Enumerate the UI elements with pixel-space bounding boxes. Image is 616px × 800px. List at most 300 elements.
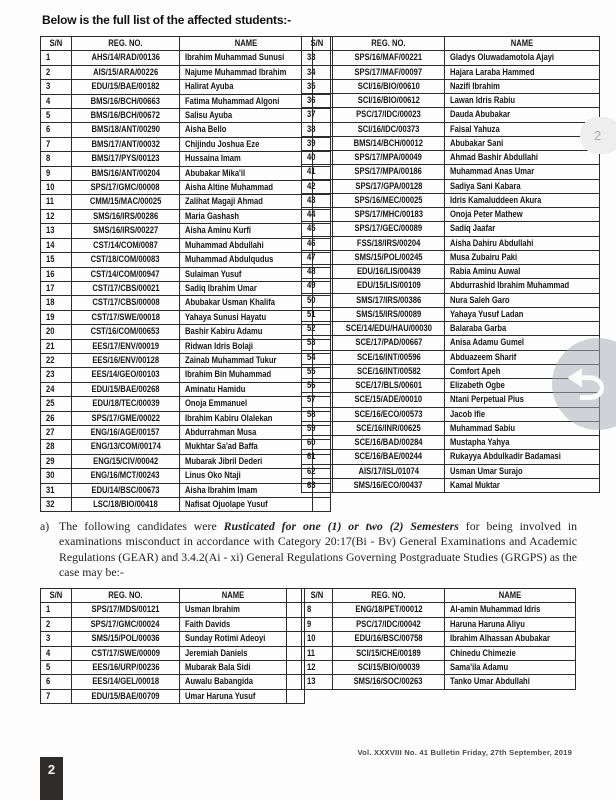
table-row (302, 151, 600, 165)
cell-regno: SMS/16/ECO/00437 (333, 478, 445, 492)
cell-regno: SMS/15/POL/00245 (333, 250, 445, 264)
table-row (41, 632, 305, 646)
cell-serial: 5 (41, 109, 72, 123)
table-row (41, 368, 331, 382)
cell-serial: 44 (302, 208, 333, 222)
cell-regno: SPS/17/GPA/00128 (333, 179, 445, 193)
table-row (41, 51, 331, 65)
column-header: S/N (302, 589, 333, 603)
cell-name: Al-amin Muhammad Idris (445, 603, 576, 617)
spacer-cell (287, 689, 305, 703)
column-header: NAME (445, 37, 600, 51)
table-row (41, 123, 331, 137)
cell-serial: 27 (41, 425, 72, 439)
cell-name: Sadiya Sani Kabara (445, 179, 600, 193)
table-row (41, 296, 331, 310)
table-row (302, 279, 600, 293)
cell-regno: ENG/18/PET/00012 (333, 603, 445, 617)
cell-serial: 13 (302, 675, 333, 689)
cell-name: Ibrahim Bin Muhammad (180, 368, 313, 382)
cell-serial: 48 (302, 265, 333, 279)
table-row (41, 603, 305, 617)
rustication-text-after: for being involved in examinations misconduct in accordance with Category 20:17(Bi - Bv) General Examinations and Academic Regulations (GEAR) and 3.4.2(Ai - xi) General Regulations Governing Postgraduate Studies (GRGPS) as the case may be:- (59, 519, 577, 579)
table-row (302, 236, 600, 250)
cell-name: Chijindu Joshua Eze (180, 137, 313, 151)
cell-regno: EES/16/ENV/00128 (72, 353, 180, 367)
cell-regno: CST/17/SWE/00018 (72, 310, 180, 324)
cell-name: Nazifi Ibrahim (445, 79, 600, 93)
cell-serial: 56 (302, 379, 333, 393)
table-row (302, 661, 576, 675)
cell-name: Ntani Perpetual Pius (445, 393, 600, 407)
cell-regno: SMS/15/IRS/00089 (333, 307, 445, 321)
cell-name: Onoja Peter Mathew (445, 208, 600, 222)
column-header: S/N (41, 37, 72, 51)
table-row (302, 450, 600, 464)
cell-regno: SPS/16/MAF/00221 (333, 51, 445, 65)
cell-serial: 34 (302, 65, 333, 79)
cell-regno: CST/17/CBS/00021 (72, 281, 180, 295)
cell-serial: 10 (41, 181, 72, 195)
cell-name: Gladys Oluwadamotola Ajayi (445, 51, 600, 65)
table-row (41, 661, 305, 675)
cell-serial: 50 (302, 293, 333, 307)
table-row (302, 193, 600, 207)
cell-serial: 47 (302, 250, 333, 264)
table-row (41, 310, 331, 324)
cell-regno: EDU/15/BAE/00268 (72, 382, 180, 396)
cell-regno: CST/17/SWE/00009 (72, 646, 180, 660)
cell-serial: 23 (41, 368, 72, 382)
cell-name: Tanko Umar Abdullahi (445, 675, 576, 689)
cell-name: Faith Davids (180, 617, 287, 631)
cell-regno: ENG/15/CIV/00042 (72, 454, 180, 468)
cell-regno: BMS/16/BCH/00663 (72, 94, 180, 108)
cell-name: Faisal Yahuza (445, 122, 600, 136)
cell-name: Musa Zubairu Paki (445, 250, 600, 264)
cell-regno: SCE/17/BLS/00601 (333, 379, 445, 393)
table-row (302, 108, 600, 122)
cell-name: Mukhtar Sa'ad Baffa (180, 440, 313, 454)
table-row (41, 224, 331, 238)
cell-regno: PSC/17/IDC/00023 (333, 108, 445, 122)
column-header: REG. NO. (333, 589, 445, 603)
cell-serial: 3 (41, 632, 72, 646)
cell-name: Zalihat Magaji Ahmad (180, 195, 313, 209)
table-row (41, 325, 331, 339)
cell-regno: EDU/15/BAE/00182 (72, 80, 180, 94)
cell-regno: SCE/16/ECO/00573 (333, 407, 445, 421)
cell-name: Aisha Ibrahim Imam (180, 483, 313, 497)
cell-serial: 2 (41, 65, 72, 79)
cell-serial: 31 (41, 483, 72, 497)
cell-serial: 42 (302, 179, 333, 193)
cell-regno: CST/14/COM/00947 (72, 267, 180, 281)
cell-name: Lawan Idris Rabiu (445, 94, 600, 108)
cell-regno: EDU/15/BAE/00709 (72, 689, 180, 703)
cell-name: Najume Muhammad Ibrahim (180, 65, 313, 79)
cell-serial: 59 (302, 421, 333, 435)
cell-serial: 22 (41, 353, 72, 367)
cell-name: Ahmad Bashir Abdullahi (445, 151, 600, 165)
cell-name: Aisha Altine Muhammad (180, 181, 313, 195)
table-row (302, 293, 600, 307)
cell-serial: 30 (41, 469, 72, 483)
cell-serial: 1 (41, 603, 72, 617)
table-row (41, 675, 305, 689)
cell-name: Muhammad Abdullahi (180, 238, 313, 252)
cell-name: Sama'ila Adamu (445, 661, 576, 675)
table-row (302, 94, 600, 108)
cell-name: Abduazeem Sharif (445, 350, 600, 364)
table-row (41, 339, 331, 353)
cell-serial: 55 (302, 364, 333, 378)
cell-name: Nura Saleh Garo (445, 293, 600, 307)
cell-serial: 46 (302, 236, 333, 250)
cell-serial: 39 (302, 136, 333, 150)
table-row (41, 238, 331, 252)
cell-regno: CST/16/COM/00653 (72, 325, 180, 339)
table-row (41, 181, 331, 195)
cell-name: Abdurrashid Ibrahim Muhammad (445, 279, 600, 293)
table-row (302, 603, 576, 617)
table-row (41, 65, 331, 79)
cell-regno: SCE/15/ADE/00010 (333, 393, 445, 407)
table-row (41, 195, 331, 209)
cell-name: Fatima Muhammad Algoni (180, 94, 313, 108)
table-row (302, 350, 600, 364)
table-header-row (41, 37, 331, 51)
rusticated-students-table-right (301, 588, 576, 690)
cell-serial: 41 (302, 165, 333, 179)
cell-regno: SMS/16/SOC/00263 (333, 675, 445, 689)
affected-students-table-left (40, 36, 331, 512)
column-header: NAME (445, 589, 576, 603)
cell-serial: 24 (41, 382, 72, 396)
cell-regno: SMS/17/IRS/00386 (333, 293, 445, 307)
cell-name: Chinedu Chimezie (445, 646, 576, 660)
cell-name: Ibrahim Alhassan Abubakar (445, 632, 576, 646)
cell-regno: BMS/17/PYS/00123 (72, 152, 180, 166)
table-row (41, 94, 331, 108)
table-row (302, 222, 600, 236)
table-row (41, 267, 331, 281)
cell-serial: 40 (302, 151, 333, 165)
cell-regno: SPS/17/MAF/00097 (333, 65, 445, 79)
cell-regno: SCE/17/PAD/00667 (333, 336, 445, 350)
cell-regno: SPS/17/MDS/00121 (72, 603, 180, 617)
cell-serial: 13 (41, 224, 72, 238)
cell-name: Salisu Ayuba (180, 109, 313, 123)
cell-regno: SPS/16/MEC/00025 (333, 193, 445, 207)
rusticated-students-table-left (40, 588, 305, 704)
table-header-row (302, 37, 600, 51)
cell-serial: 2 (41, 617, 72, 631)
table-row (302, 179, 600, 193)
cell-regno: CST/14/COM/0087 (72, 238, 180, 252)
cell-name: Hajara Laraba Hammed (445, 65, 600, 79)
cell-regno: SPS/17/MPA/00186 (333, 165, 445, 179)
cell-serial: 4 (41, 646, 72, 660)
table-row (41, 152, 331, 166)
table-row (302, 336, 600, 350)
table-row (302, 79, 600, 93)
cell-regno: SCI/16/BIO/00610 (333, 79, 445, 93)
cell-name: Ibrahim Muhammad Sunusi (180, 51, 313, 65)
table-row (41, 166, 331, 180)
cell-name: Linus Oko Ntaji (180, 469, 313, 483)
cell-regno: ENG/13/COM/00174 (72, 440, 180, 454)
cell-regno: BMS/16/ANT/00204 (72, 166, 180, 180)
table-row (41, 397, 331, 411)
cell-name: Zainab Muhammad Tukur (180, 353, 313, 367)
cell-name: Comfort Apeh (445, 364, 600, 378)
cell-regno: FSS/18/IRS/00204 (333, 236, 445, 250)
cell-serial: 37 (302, 108, 333, 122)
table-row (302, 632, 576, 646)
cell-name: Auwalu Babangida (180, 675, 287, 689)
cell-serial: 26 (41, 411, 72, 425)
intro-line: Below is the full list of the affected students:- (42, 13, 291, 27)
table-row (302, 617, 576, 631)
table-row (41, 209, 331, 223)
rustication-text (59, 519, 577, 580)
cell-name: Ibrahim Kabiru Olalekan (180, 411, 313, 425)
cell-serial: 52 (302, 322, 333, 336)
cell-serial: 53 (302, 336, 333, 350)
cell-name: Hussaina Imam (180, 152, 313, 166)
table-row (41, 137, 331, 151)
cell-serial: 49 (302, 279, 333, 293)
cell-serial: 15 (41, 253, 72, 267)
table-row (41, 454, 331, 468)
table-row (302, 65, 600, 79)
cell-name: Abubakar Sani (445, 136, 600, 150)
cell-regno: BMS/16/BCH/00672 (72, 109, 180, 123)
table-row (41, 498, 331, 512)
cell-name: Usman Umar Surajo (445, 464, 600, 478)
cell-regno: SCE/16/INT/00596 (333, 350, 445, 364)
cell-serial: 10 (302, 632, 333, 646)
cell-name: Aisha Dahiru Abdullahi (445, 236, 600, 250)
cell-regno: CST/18/COM/00083 (72, 253, 180, 267)
cell-serial: 58 (302, 407, 333, 421)
cell-name: Maria Gashash (180, 209, 313, 223)
cell-regno: SCE/16/INR/00625 (333, 421, 445, 435)
rustication-text-before: The following candidates were (59, 519, 224, 533)
table-row (41, 281, 331, 295)
column-header: S/N (302, 37, 333, 51)
bulletin-footer: Vol. XXXVIII No. 41 Bulletin Friday, 27th September, 2019 (357, 748, 572, 757)
table-row (41, 483, 331, 497)
cell-name: Idris Kamaluddeen Akura (445, 193, 600, 207)
undo-arrow-icon (558, 358, 610, 410)
cell-name: Jacob Ifie (445, 407, 600, 421)
cell-regno: EDU/14/BSC/00673 (72, 483, 180, 497)
cell-serial: 62 (302, 464, 333, 478)
cell-name: Elizabeth Ogbe (445, 379, 600, 393)
cell-name: Abdurrahman Musa (180, 425, 313, 439)
affected-students-table-right (301, 36, 600, 493)
table-row (41, 469, 331, 483)
column-header: NAME (180, 37, 313, 51)
table-row (302, 646, 576, 660)
cell-regno: SMS/16/IRS/00286 (72, 209, 180, 223)
cell-name: Abubakar Mika'il (180, 166, 313, 180)
cell-serial: 17 (41, 281, 72, 295)
table-row (302, 464, 600, 478)
cell-serial: 28 (41, 440, 72, 454)
cell-name: Aminatu Hamidu (180, 382, 313, 396)
cell-regno: EDU/16/LIS/00439 (333, 265, 445, 279)
cell-name: Dauda Abubakar (445, 108, 600, 122)
cell-name: Muhammad Anas Umar (445, 165, 600, 179)
table-row (302, 265, 600, 279)
table-row (41, 109, 331, 123)
cell-name: Onoja Emmanuel (180, 397, 313, 411)
spacer-cell (312, 498, 330, 512)
table-row (41, 253, 331, 267)
cell-regno: SPS/17/MHC/00183 (333, 208, 445, 222)
cell-regno: LSC/18/BIO/00418 (72, 498, 180, 512)
column-header: REG. NO. (72, 589, 180, 603)
cell-serial: 12 (302, 661, 333, 675)
cell-serial: 45 (302, 222, 333, 236)
cell-regno: SPS/17/GMC/00024 (72, 617, 180, 631)
table-row (302, 208, 600, 222)
cell-name: Rukayya Abdulkadir Badamasi (445, 450, 600, 464)
cell-name: Sulaiman Yusuf (180, 267, 313, 281)
cell-name: Muhammad Abdulqudus (180, 253, 313, 267)
cell-serial: 7 (41, 137, 72, 151)
cell-regno: SCI/16/IDC/00373 (333, 122, 445, 136)
cell-serial: 61 (302, 450, 333, 464)
rustication-text-bold: Rusticated for one (1) or two (2) Semesters (223, 519, 459, 533)
cell-name: Yahaya Yusuf Ladan (445, 307, 600, 321)
rustication-paragraph (40, 519, 577, 580)
table-row (41, 440, 331, 454)
cell-regno: ENG/16/AGE/00157 (72, 425, 180, 439)
cell-serial: 11 (302, 646, 333, 660)
cell-serial: 51 (302, 307, 333, 321)
cell-name: Nafisat Ojuolape Yusuf (180, 498, 313, 512)
cell-regno: SPS/17/GEC/00089 (333, 222, 445, 236)
scroll-page-indicator[interactable]: 2 (580, 117, 616, 154)
table-row (302, 165, 600, 179)
cell-serial: 32 (41, 498, 72, 512)
cell-name: Aisha Aminu Kurfi (180, 224, 313, 238)
table-header-row (302, 589, 576, 603)
cell-serial: 9 (41, 166, 72, 180)
cell-regno: SPS/17/GME/00022 (72, 411, 180, 425)
table-row (302, 122, 600, 136)
cell-name: Usman Ibrahim (180, 603, 287, 617)
table-row (41, 425, 331, 439)
cell-name: Balaraba Garba (445, 322, 600, 336)
cell-serial: 3 (41, 80, 72, 94)
cell-regno: EDU/16/BSC/00758 (333, 632, 445, 646)
page-number-box: 2 (40, 757, 63, 800)
cell-regno: SCI/15/BIO/00039 (333, 661, 445, 675)
table-row (41, 646, 305, 660)
cell-serial: 36 (302, 94, 333, 108)
cell-regno: AIS/15/ARA/00226 (72, 65, 180, 79)
cell-serial: 7 (41, 689, 72, 703)
cell-serial: 14 (41, 238, 72, 252)
table-header-row (41, 589, 305, 603)
table-row (302, 250, 600, 264)
cell-regno: SCE/16/INT/00582 (333, 364, 445, 378)
table-row (302, 478, 600, 492)
cell-serial: 8 (302, 603, 333, 617)
cell-name: Muhammad Sabiu (445, 421, 600, 435)
cell-serial: 6 (41, 123, 72, 137)
cell-regno: SCI/16/BIO/00612 (333, 94, 445, 108)
cell-regno: SPS/17/MPA/00049 (333, 151, 445, 165)
cell-serial: 9 (302, 617, 333, 631)
cell-regno: AIS/17/ISL/01074 (333, 464, 445, 478)
cell-regno: ENG/16/MCT/00243 (72, 469, 180, 483)
cell-regno: SMS/15/POL/00036 (72, 632, 180, 646)
cell-serial: 5 (41, 661, 72, 675)
cell-serial: 35 (302, 79, 333, 93)
cell-regno: EES/16/URP/00236 (72, 661, 180, 675)
cell-regno: EES/17/ENV/00019 (72, 339, 180, 353)
column-header: REG. NO. (72, 37, 180, 51)
cell-regno: EES/14/GEL/00018 (72, 675, 180, 689)
cell-name: Abubakar Usman Khalifa (180, 296, 313, 310)
cell-serial: 11 (41, 195, 72, 209)
table-row (41, 689, 305, 703)
table-row (41, 617, 305, 631)
cell-serial: 21 (41, 339, 72, 353)
cell-serial: 63 (302, 478, 333, 492)
cell-serial: 54 (302, 350, 333, 364)
cell-regno: SCE/16/BAE/00244 (333, 450, 445, 464)
cell-name: Ridwan Idris Bolaji (180, 339, 313, 353)
cell-name: Sadiq Ibrahim Umar (180, 281, 313, 295)
table-row (302, 322, 600, 336)
cell-name: Sunday Rotimi Adeoyi (180, 632, 287, 646)
cell-serial: 8 (41, 152, 72, 166)
table-row (302, 407, 600, 421)
cell-serial: 60 (302, 436, 333, 450)
cell-regno: AHS/14/RAD/00136 (72, 51, 180, 65)
cell-name: Yahaya Sunusi Hayatu (180, 310, 313, 324)
table-row (302, 51, 600, 65)
table-row (302, 421, 600, 435)
cell-regno: PSC/17/IDC/00042 (333, 617, 445, 631)
table-row (41, 80, 331, 94)
cell-serial: 33 (302, 51, 333, 65)
table-row (41, 353, 331, 367)
cell-name: Mubarak Jibril Dederi (180, 454, 313, 468)
cell-regno: EES/14/GEO/00103 (72, 368, 180, 382)
table-row (302, 675, 576, 689)
cell-serial: 29 (41, 454, 72, 468)
list-item-label: a) (40, 519, 50, 533)
cell-serial: 20 (41, 325, 72, 339)
column-header: NAME (180, 589, 287, 603)
cell-regno: SCE/14/EDU/HAU/00030 (333, 322, 445, 336)
cell-regno: SCI/15/CHE/00189 (333, 646, 445, 660)
cell-serial: 18 (41, 296, 72, 310)
cell-regno: BMS/17/ANT/00032 (72, 137, 180, 151)
cell-name: Mustapha Yahya (445, 436, 600, 450)
cell-name: Jeremiah Daniels (180, 646, 287, 660)
cell-serial: 6 (41, 675, 72, 689)
cell-name: Sadiq Jaafar (445, 222, 600, 236)
